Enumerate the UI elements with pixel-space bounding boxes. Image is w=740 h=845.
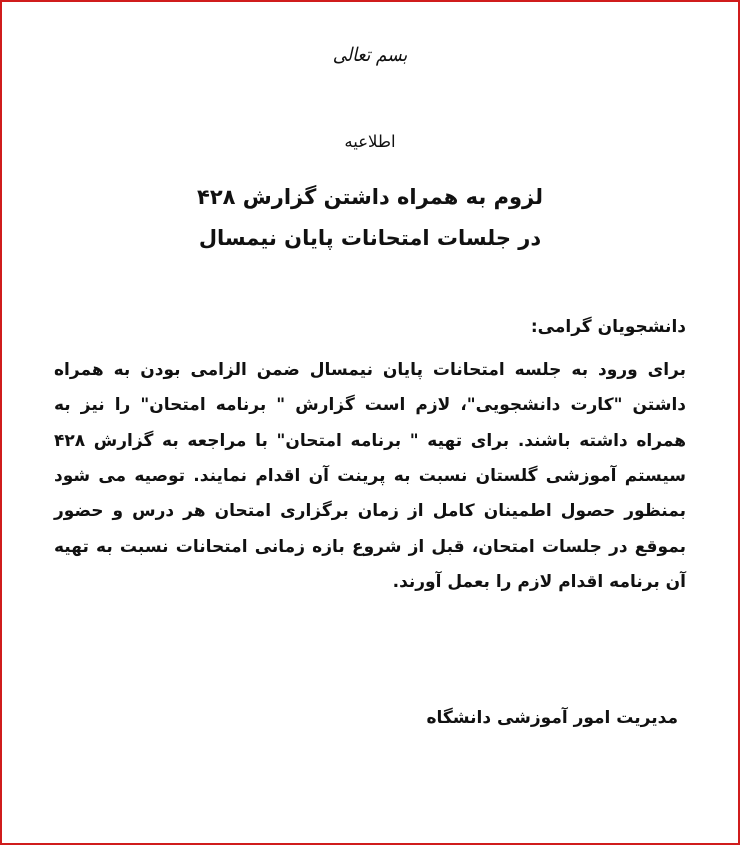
signature-block: مدیریت امور آموزشی دانشگاه	[426, 708, 678, 729]
notice-label: اطلاعیه	[344, 132, 396, 151]
page-content	[2, 2, 738, 843]
salutation: دانشجویان گرامی:	[530, 316, 686, 337]
bismillah-header: بسم تعالی	[332, 44, 408, 66]
body-paragraph: برای ورود به جلسه امتحانات پایان نیمسال ضمن الزامی بودن به همراه داشتن "کارت دانشجویی"، لازم است گزارش " برنامه امتحان" را نیز به همراه داشته باشند. برای تهیه " برنامه امتحان" با مراجعه به گزارش ۴۲۸ سیستم آموزشی گلستان نسبت به پرینت آن اقدام نمایند. توصیه می شود بمنظور حصول اطمینان کامل از زمان برگزاری امتحان هر درس و حضور بموقع در جلسات امتحان، قبل از شروع بازه زمانی امتحانات نسبت به تهیه آن برنامه اقدام لازم را بعمل آورند.	[54, 359, 686, 593]
page-title-line-2: در جلسات امتحانات پایان نیمسال	[198, 225, 542, 250]
page-title-line-1: لزوم به همراه داشتن گزارش ۴۲۸	[197, 185, 543, 209]
page-title	[54, 177, 686, 259]
